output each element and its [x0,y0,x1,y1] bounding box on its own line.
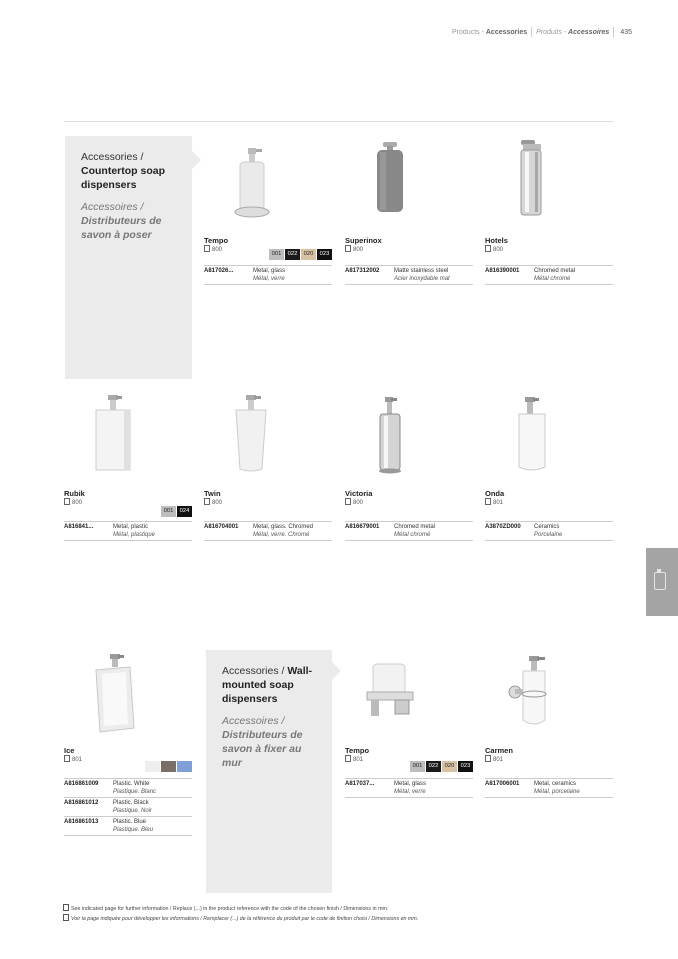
product-name: Ice [64,746,75,755]
swatch-001[interactable]: 001 [269,249,284,260]
product-ref: 801 [485,755,503,763]
product-variants [204,265,332,285]
product-ref: 801 [64,755,82,763]
category-fr-prefix: Accessoires / [81,201,144,213]
product-ref: 800 [204,498,222,506]
swatch-024[interactable]: 024 [177,506,192,517]
swatch-white[interactable] [145,761,160,772]
product-image [485,140,613,230]
page-number: 435 [620,28,632,36]
header-en-prefix: Products - [452,28,486,36]
product-image [485,393,613,483]
variant-row[interactable]: A817037... Metal, glass Métal, verre [345,778,473,798]
product-name: Tempo [345,746,370,755]
product-variants [64,521,192,541]
footnote-fr: Voir la page indiquée pour développer les informations / Remplacer (...) de la référence du produit par le code de finition choisi / Dimensions en mm. [63,914,418,922]
category-wall-mounted [206,650,332,893]
product-variants [204,521,332,541]
finish-swatches [145,761,192,772]
variant-row[interactable]: A816841... Metal, plastic Métal, plastique [64,521,192,541]
product-variants [345,778,473,798]
product-ref: 800 [64,498,82,506]
product-name: Superinox [345,236,382,245]
finish-swatches [269,249,332,260]
section-side-tab[interactable] [646,548,678,616]
category-en-prefix: Accessories / [222,665,285,677]
product-image [204,140,332,230]
product-image [204,393,332,483]
soap-dispenser-icon [654,572,666,590]
swatch-blue[interactable] [177,761,192,772]
variant-row[interactable]: A816861013 Plastic. Blue Plastique. Bleu [64,817,192,836]
header-divider [64,121,613,122]
variant-row[interactable]: A816679001 Chromed metal Métal chromé [345,521,473,541]
swatch-023[interactable]: 023 [458,761,473,772]
product-variants [64,778,192,836]
variant-row[interactable]: A3870ZD000 Ceramics Porcelaine [485,521,613,541]
category-countertop [65,136,192,379]
swatch-020[interactable]: 020 [301,249,316,260]
product-name: Victoria [345,489,373,498]
finish-swatches [161,506,192,517]
category-en-prefix: Accessories / [81,151,144,163]
category-fr-prefix: Accessoires / [222,715,285,727]
product-variants [485,265,613,285]
product-name: Carmen [485,746,513,755]
product-image [345,650,473,740]
product-name: Hotels [485,236,508,245]
product-ref: 801 [485,498,503,506]
page-header [452,27,632,37]
swatch-001[interactable]: 001 [410,761,425,772]
category-fr-title: Distributeurs de savon à poser [81,215,162,241]
product-variants [485,778,613,798]
product-image [64,650,192,740]
product-name: Tempo [204,236,229,245]
swatch-020[interactable]: 020 [442,761,457,772]
swatch-022[interactable]: 022 [285,249,300,260]
product-variants [345,265,473,285]
category-fr-title: Distributeurs de savon à fixer au mur [222,729,303,769]
product-name: Rubik [64,489,85,498]
header-en-bold: Accessories [485,28,528,36]
product-variants [485,521,613,541]
swatch-023[interactable]: 023 [317,249,332,260]
product-variants [345,521,473,541]
finish-swatches [410,761,473,772]
category-en-title: Countertop soap dispensers [81,165,165,191]
category-en-title: Wall-mounted soap dispensers [222,665,313,705]
variant-row[interactable]: A816861012 Plastic. Black Plastique. Noir [64,798,192,817]
variant-row[interactable]: A816861009 Plastic. White Plastique. Blanc [64,778,192,798]
footnote-en: See indicated page for further information / Replace (...) in the product reference with the code of the chosen finish / Dimensions in mm. [63,904,388,912]
product-ref: 800 [485,245,503,253]
product-ref: 800 [345,245,363,253]
variant-row[interactable]: A816390001 Chromed metal Métal chromé [485,265,613,285]
header-fr-prefix: Produits - [536,28,569,36]
variant-row[interactable]: A817312002 Matte stainless steel Acier inoxydable mat [345,265,473,285]
product-image [345,393,473,483]
swatch-022[interactable]: 022 [426,761,441,772]
product-name: Twin [204,489,221,498]
product-name: Onda [485,489,505,498]
variant-row[interactable]: A817026... Metal, glass Métal, verre [204,265,332,285]
product-image [64,393,192,483]
product-ref: 801 [345,755,363,763]
product-ref: 800 [345,498,363,506]
product-ref: 800 [204,245,222,253]
product-image [485,650,613,740]
header-fr-bold: Accessoires [568,28,610,36]
swatch-001[interactable]: 001 [161,506,176,517]
variant-row[interactable]: A817006001 Metal, ceramics Métal, porcelaine [485,778,613,798]
variant-row[interactable]: A816704001 Metal, glass. Chromed Métal, verre. Chromé [204,521,332,541]
swatch-black[interactable] [161,761,176,772]
product-image [345,140,473,230]
